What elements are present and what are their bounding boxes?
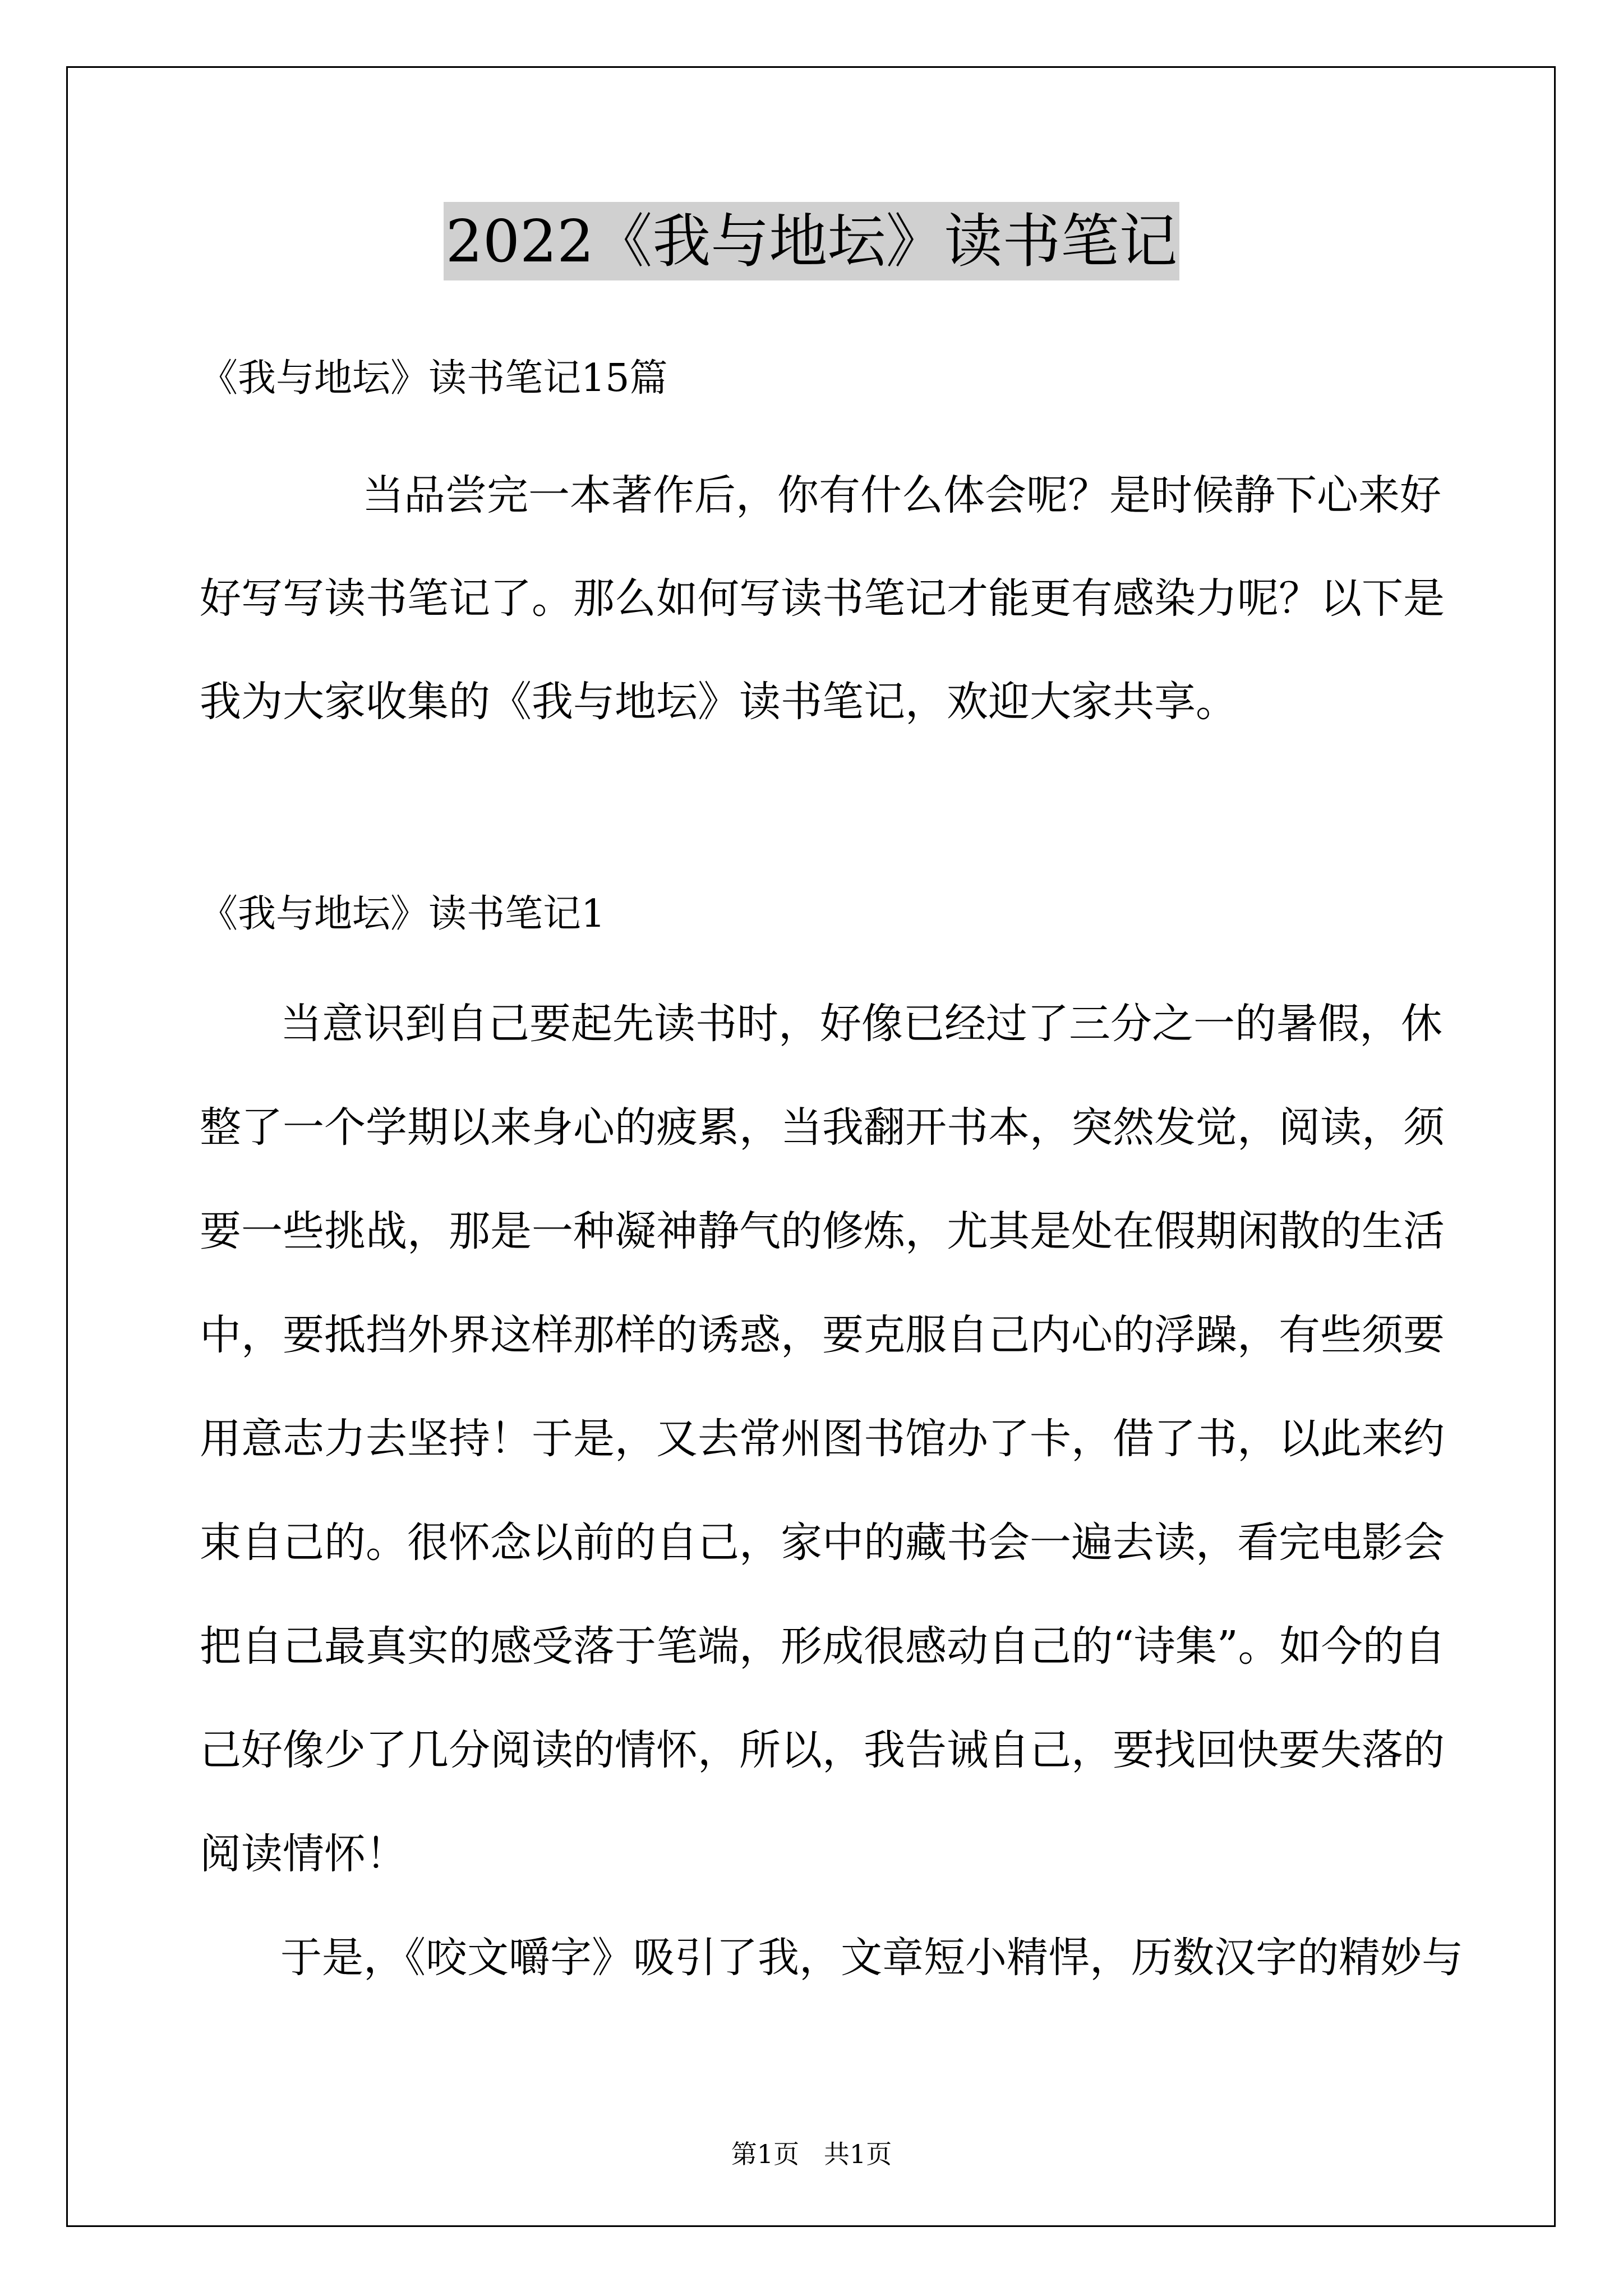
document-subtitle: 《我与地坛》读书笔记15篇: [200, 356, 668, 401]
paragraph1-line-9: 阅读情怀！: [200, 1830, 407, 1878]
intro-line-2: 好写写读书笔记了。那么如何写读书笔记才能更有感染力呢？以下是: [200, 574, 1445, 623]
document-title: [0, 202, 1623, 280]
paragraph1-line-3: 要一些挑战，那是一种凝神静气的修炼，尤其是处在假期闲散的生活: [200, 1207, 1445, 1255]
paragraph1-line-8: 己好像少了几分阅读的情怀，所以，我告诫自己，要找回快要失落的: [200, 1726, 1445, 1774]
paragraph1-line-1: 当意识到自己要起先读书时，好像已经过了三分之一的暑假，休: [280, 1000, 1442, 1048]
section-heading: 《我与地坛》读书笔记1: [200, 892, 606, 936]
paragraph1-line-6: 束自己的。很怀念以前的自己，家中的藏书会一遍去读，看完电影会: [200, 1519, 1445, 1567]
paragraph1-line-5: 用意志力去坚持！于是，又去常州图书馆办了卡，借了书，以此来约: [200, 1415, 1445, 1463]
intro-line-3: 我为大家收集的《我与地坛》读书笔记，欢迎大家共享。: [200, 678, 1237, 726]
page-footer: 第1页 共1页: [731, 2139, 892, 2169]
intro-line-1: 当品尝完一本著作后，你有什么体会呢？是时候静下心来好: [362, 471, 1441, 519]
paragraph1-line-4: 中，要抵挡外界这样那样的诱惑，要克服自己内心的浮躁，有些须要: [200, 1311, 1445, 1359]
paragraph1-line-2: 整了一个学期以来身心的疲累，当我翻开书本，突然发觉，阅读，须: [200, 1103, 1445, 1152]
document-title-text: 2022《我与地坛》读书笔记: [444, 202, 1180, 280]
paragraph1-line-7: 把自己最真实的感受落于笔端，形成很感动自己的“诗集”。如今的自: [200, 1622, 1446, 1671]
paragraph2-line-1: 于是，《咬文嚼字》吸引了我，文章短小精悍，历数汉字的精妙与: [280, 1934, 1463, 1982]
